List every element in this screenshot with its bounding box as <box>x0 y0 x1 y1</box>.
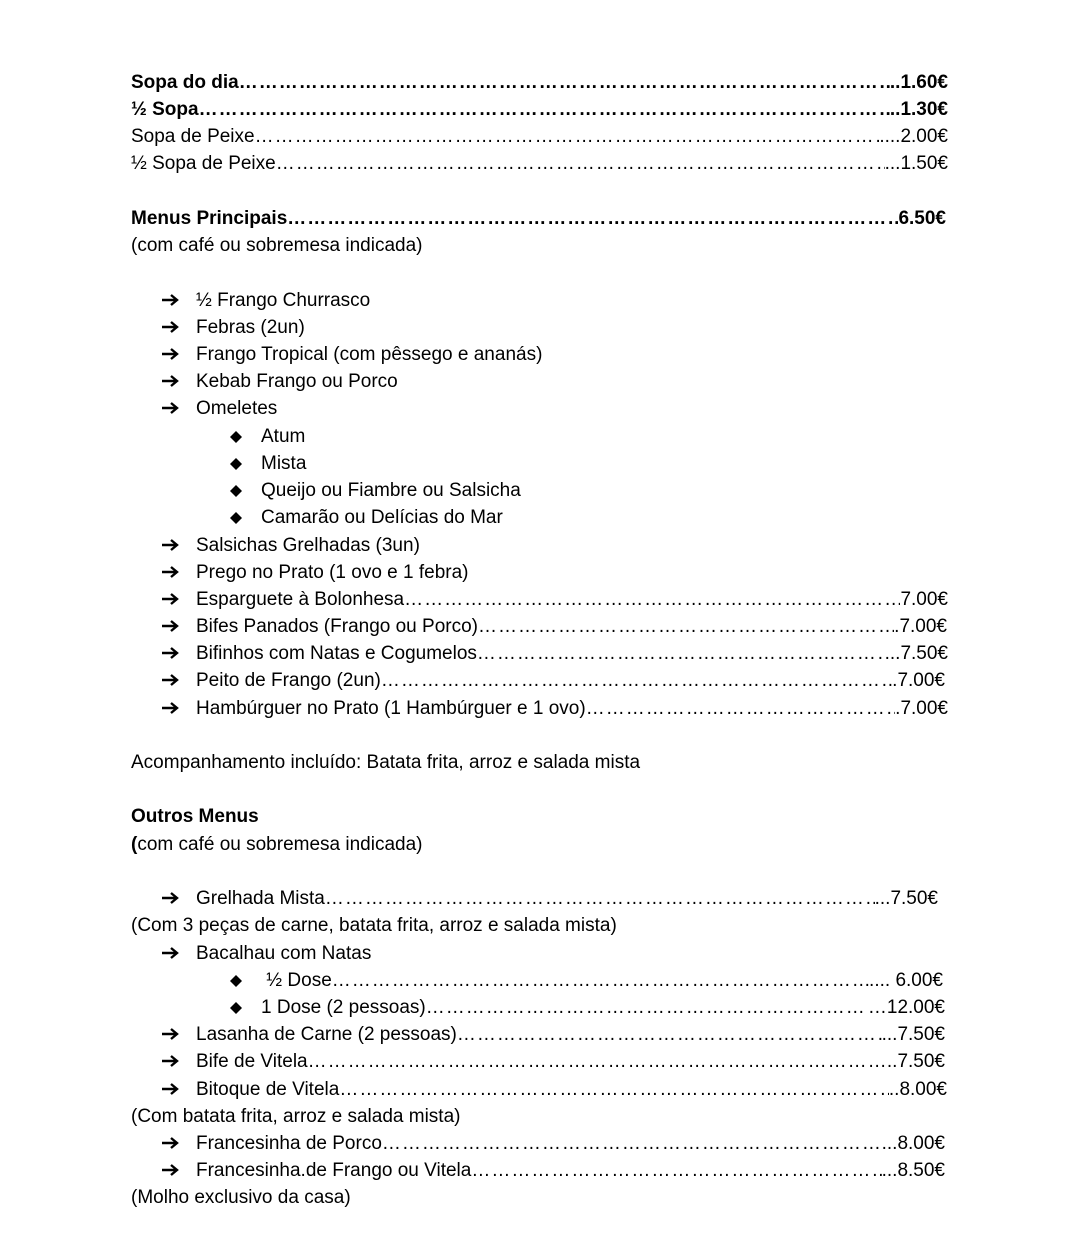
menus-principais-note: (com café ou sobremesa indicada) <box>131 235 423 256</box>
soup-line <box>131 96 948 123</box>
soup-price: ..1.30€ <box>889 99 948 120</box>
item-price: ..7.50€ <box>886 1051 945 1072</box>
item-price: …12.00€ <box>867 997 945 1018</box>
item-price: ...7.50€ <box>881 1024 945 1045</box>
priced-item <box>196 1076 947 1103</box>
item-price: ...7.50€ <box>884 643 948 664</box>
arrow-right-icon <box>162 532 184 559</box>
diamond-bullet-icon <box>230 967 244 994</box>
soup-price: ....2.00€ <box>879 126 948 147</box>
priced-item <box>196 1157 945 1184</box>
soup-label: Sopa do dia <box>131 72 239 93</box>
item-label: Lasanha de Carne (2 pessoas) <box>196 1024 457 1045</box>
item-label: Bife de Vitela <box>196 1051 308 1072</box>
sub-list-item: Camarão ou Delícias do Mar <box>261 507 503 528</box>
item-label: Peito de Frango (2un) <box>196 670 381 691</box>
priced-item <box>196 885 938 912</box>
item-price: ...8.00€ <box>881 1133 945 1154</box>
vitela-note: (Com batata frita, arroz e salada mista) <box>131 1106 461 1127</box>
arrow-right-icon <box>162 1157 184 1184</box>
arrow-right-icon <box>162 695 184 722</box>
sub-priced-item <box>261 967 943 994</box>
arrow-right-icon <box>162 287 184 314</box>
grelhada-note: (Com 3 peças de carne, batata frita, arroz e salada mista) <box>131 915 617 936</box>
list-item: Frango Tropical (com pêssego e ananás) <box>196 344 543 365</box>
diamond-bullet-icon <box>230 504 244 531</box>
item-price: .7.00€ <box>895 698 948 719</box>
item-price: ..8.00€ <box>888 1079 947 1100</box>
arrow-right-icon <box>162 314 184 341</box>
arrow-right-icon <box>162 667 184 694</box>
item-label: Francesinha.de Frango ou Vitela <box>196 1160 472 1181</box>
item-label: ½ Dose <box>261 970 332 991</box>
item-label: Bifes Panados (Frango ou Porco) <box>196 616 478 637</box>
outros-menus-title: Outros Menus <box>131 806 259 827</box>
acompanhamento-note: Acompanhamento incluído: Batata frita, arroz e salada mista <box>131 752 641 773</box>
soup-line <box>131 69 948 96</box>
list-item: ½ Frango Churrasco <box>196 290 371 311</box>
item-price: ...8.50€ <box>881 1160 945 1181</box>
soup-label: ½ Sopa <box>131 99 199 120</box>
soup-label: ½ Sopa de Peixe <box>131 153 276 174</box>
arrow-right-icon <box>162 559 184 586</box>
outros-menus-note: (com café ou sobremesa indicada) <box>131 834 423 855</box>
diamond-bullet-icon <box>230 423 244 450</box>
arrow-right-icon <box>162 1130 184 1157</box>
soup-label: Sopa de Peixe <box>131 126 255 147</box>
priced-item <box>196 586 948 613</box>
sub-list-item: Atum <box>261 426 306 447</box>
list-item: Salsichas Grelhadas (3un) <box>196 535 420 556</box>
arrow-right-icon <box>162 640 184 667</box>
soup-price: ..1.60€ <box>889 72 948 93</box>
item-label: Bitoque de Vitela <box>196 1079 340 1100</box>
item-price: .7.00€ <box>894 616 947 637</box>
arrow-right-icon <box>162 1021 184 1048</box>
item-label: 1 Dose (2 pessoas) <box>261 997 426 1018</box>
item-label: Grelhada Mista <box>196 888 325 909</box>
priced-item <box>196 1021 945 1048</box>
sub-list-item: Queijo ou Fiambre ou Salsicha <box>261 480 521 501</box>
menus-principais-title <box>131 205 946 232</box>
soup-price: ...1.50€ <box>884 153 948 174</box>
item-label: Francesinha de Porco <box>196 1133 382 1154</box>
arrow-right-icon <box>162 586 184 613</box>
diamond-bullet-icon <box>230 477 244 504</box>
list-item: Febras (2un) <box>196 317 305 338</box>
item-label: Esparguete à Bolonhesa <box>196 589 405 610</box>
item-price: 7.00€ <box>900 589 948 610</box>
arrow-right-icon <box>162 341 184 368</box>
sub-priced-item <box>261 994 945 1021</box>
soup-line <box>131 123 948 150</box>
diamond-bullet-icon <box>230 994 244 1021</box>
molho-note: (Molho exclusivo da casa) <box>131 1187 351 1208</box>
arrow-right-icon <box>162 940 184 967</box>
sub-list-item: Mista <box>261 453 307 474</box>
arrow-right-icon <box>162 368 184 395</box>
priced-item <box>196 695 948 722</box>
priced-item <box>196 1048 945 1075</box>
arrow-right-icon <box>162 613 184 640</box>
priced-item <box>196 667 945 694</box>
item-label: Hambúrguer no Prato (1 Hambúrguer e 1 ovo) <box>196 698 586 719</box>
item-price: ...7.50€ <box>874 888 938 909</box>
list-item: Kebab Frango ou Porco <box>196 371 398 392</box>
arrow-right-icon <box>162 885 184 912</box>
section-price: 6.50€ <box>898 208 946 229</box>
soup-line <box>131 150 948 177</box>
arrow-right-icon <box>162 1076 184 1103</box>
priced-item <box>196 613 947 640</box>
diamond-bullet-icon <box>230 450 244 477</box>
list-item: Omeletes <box>196 398 278 419</box>
item-price: .7.00€ <box>892 670 945 691</box>
arrow-right-icon <box>162 395 184 422</box>
item-price: .... 6.00€ <box>869 970 943 991</box>
section-title: Menus Principais <box>131 208 288 229</box>
list-item: Bacalhau com Natas <box>196 943 372 964</box>
item-label: Bifinhos com Natas e Cogumelos <box>196 643 477 664</box>
arrow-right-icon <box>162 1048 184 1075</box>
priced-item <box>196 640 948 667</box>
priced-item <box>196 1130 945 1157</box>
list-item: Prego no Prato (1 ovo e 1 febra) <box>196 562 469 583</box>
